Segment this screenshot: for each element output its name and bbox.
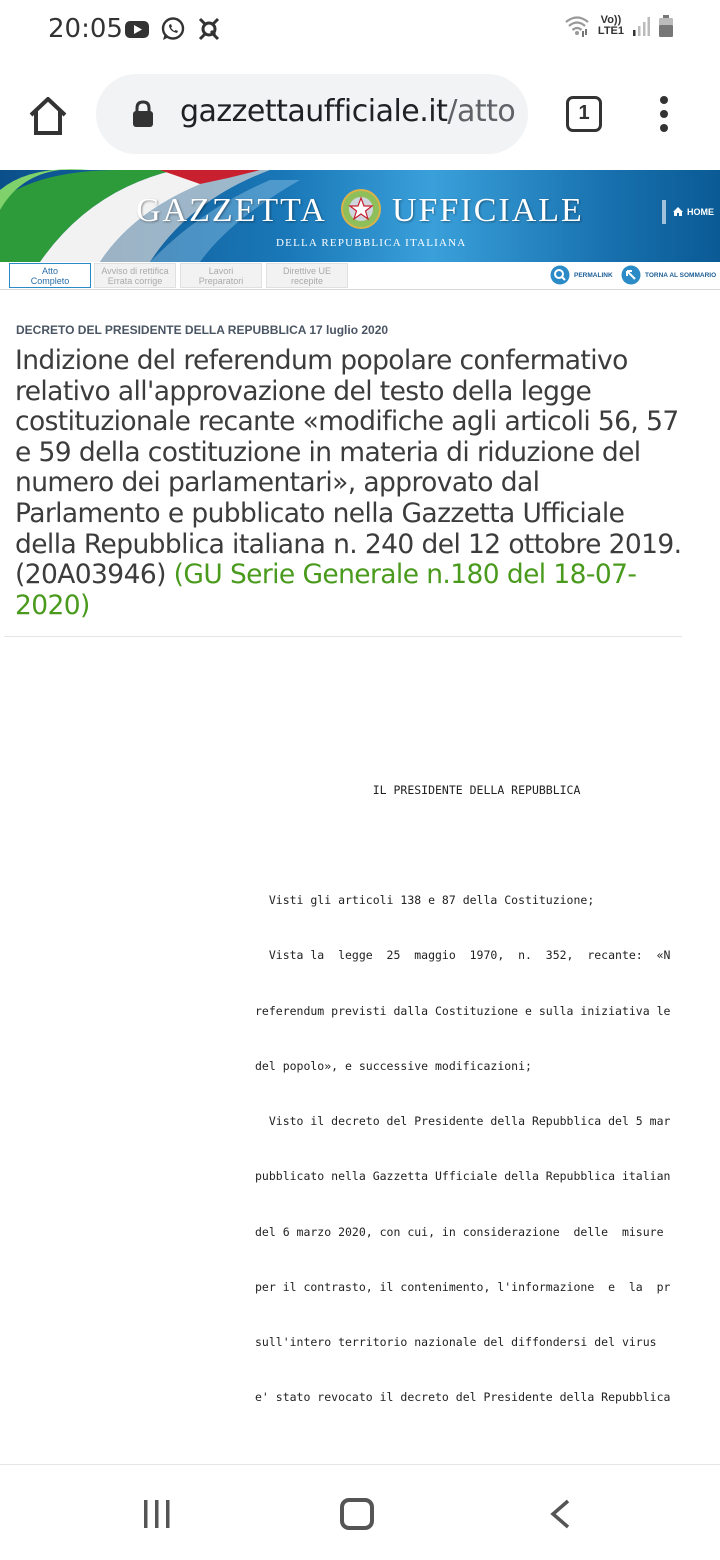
tab-atto-completo[interactable] [9, 263, 91, 288]
signal-bars-icon [632, 15, 650, 37]
more-vert-icon[interactable] [656, 96, 672, 136]
decree-header: DECRETO DEL PRESIDENTE DELLA REPUBBLICA 17 luglio 2020 [16, 323, 389, 337]
youtube-icon [124, 16, 150, 42]
body-line: per il contrasto, il contenimento, l'informazione e la pr [255, 1279, 671, 1294]
divider [4, 636, 682, 637]
site-subtitle: DELLA REPUBBLICA ITALIANA [276, 237, 467, 249]
home-icon[interactable] [26, 94, 70, 138]
tab-avviso-rettifica[interactable] [94, 263, 176, 288]
body-line: del popolo», e successive modificazioni; [255, 1058, 532, 1073]
tab-lavori-preparatori[interactable] [180, 263, 262, 288]
body-line [255, 836, 681, 854]
lte-label: LTE1 [597, 25, 624, 37]
site-title [136, 192, 584, 230]
system-icons [564, 14, 674, 38]
tab-line: Completo [30, 276, 70, 286]
home-circle-icon[interactable] [340, 1498, 374, 1530]
site-home-label: HOME [687, 206, 714, 217]
decree-body-text [255, 744, 681, 1405]
permalink-label: PERMALINK [574, 271, 613, 279]
home-small-icon [672, 206, 684, 217]
url-path: /atto [447, 94, 516, 129]
site-title-right: UFFICIALE [392, 192, 584, 229]
site-title-left: GAZZETTA [136, 192, 327, 229]
site-home-link[interactable] [672, 206, 714, 217]
permalink-link[interactable] [550, 263, 613, 287]
lock-icon[interactable] [132, 100, 154, 128]
back-icon[interactable] [548, 1499, 572, 1529]
tab-line: Atto [41, 266, 58, 276]
signal-app-icon [196, 16, 222, 42]
tab-direttive-ue[interactable] [266, 263, 348, 288]
wifi-icon [564, 14, 590, 38]
url-domain: gazzettaufficiale.it [180, 94, 448, 129]
body-line: Visti gli articoli 138 e 87 della Costituzione; [255, 893, 595, 908]
notification-icons [124, 16, 222, 42]
decree-title-block [15, 346, 685, 621]
body-line: Visto il decreto del Presidente della Repubblica del 5 mar [255, 1114, 671, 1129]
tab-line: Preparatori [198, 276, 244, 286]
volte-label: Vo)) [600, 14, 622, 26]
tab-line: Lavori [208, 266, 234, 276]
body-line: sull'intero territorio nazionale del diffondersi del virus [255, 1335, 657, 1349]
tab-line: Errata corrige [107, 276, 163, 286]
permalink-icon [550, 265, 570, 285]
site-banner [0, 170, 720, 262]
network-label [598, 15, 624, 37]
battery-icon [658, 14, 674, 38]
body-line: referendum previsti dalla Costituzione e sulla iniziativa le [255, 1003, 671, 1018]
url-bar[interactable] [96, 74, 528, 154]
body-line: del 6 marzo 2020, con cui, in considerazione delle misure [255, 1224, 664, 1239]
status-time: 20:05 [48, 14, 123, 44]
recent-apps-icon[interactable] [142, 1499, 172, 1529]
whatsapp-icon [160, 16, 186, 42]
republic-emblem-icon [340, 188, 382, 230]
body-line: IL PRESIDENTE DELLA REPUBBLICA [255, 782, 581, 797]
tab-line: Avviso di rettifica [101, 266, 169, 276]
url-text[interactable] [180, 94, 516, 129]
tab-line: recepite [290, 276, 324, 286]
status-bar [0, 0, 720, 60]
back-to-summary-label: TORNA AL SOMMARIO [645, 271, 717, 279]
return-arrow-icon [621, 265, 641, 285]
browser-toolbar [0, 60, 720, 170]
act-subnav [0, 262, 720, 290]
tab-line: Direttive UE [282, 266, 331, 276]
gu-reference-link[interactable]: (GU Serie Generale n.180 del 18-07-2020) [15, 559, 637, 621]
tab-switcher-button[interactable]: 1 [566, 96, 602, 132]
body-line: e' stato revocato il decreto del Presidente della Repubblica [255, 1390, 671, 1405]
body-line: Vista la legge 25 maggio 1970, n. 352, recante: «N [255, 948, 671, 963]
decree-title: Indizione del referendum popolare confermativo relativo all'approvazione del testo della legge costituzionale recante «modifiche agli articoli 56, 57 e 59 della costituzione in materia di riduzione del numero dei parlamentari», approvato dal Parlamento e pubblicato nella Gazzetta Ufficiale della Repubblica italiana n. 240 del 12 ottobre 2019. (20A03946) [15, 345, 682, 591]
system-nav-bar [0, 1464, 720, 1560]
back-to-summary-link[interactable] [621, 263, 716, 287]
body-line: pubblicato nella Gazzetta Ufficiale della Repubblica italian [255, 1169, 671, 1184]
